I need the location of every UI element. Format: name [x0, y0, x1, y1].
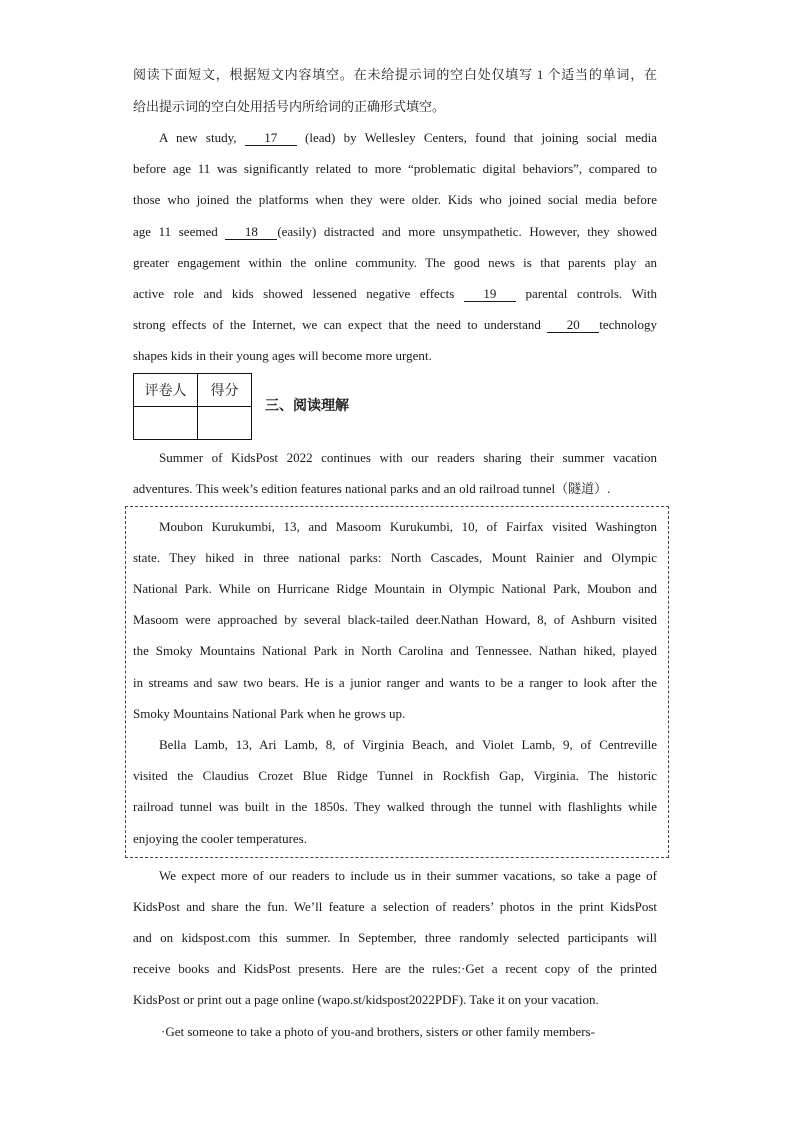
- cloze-text: age 11 seemed: [133, 224, 226, 239]
- cloze-text: A new study,: [159, 130, 245, 145]
- score-table: [133, 373, 252, 440]
- passage-line: Summer of KidsPost 2022 continues with our readers sharing their summer vacation: [159, 450, 657, 465]
- box-line: the Smoky Mountains National Park in North Carolina and Tennessee. Nathan hiked, played: [133, 643, 657, 658]
- passage-line: We expect more of our readers to include us in their summer vacations, so take a page of: [159, 868, 657, 883]
- box-line: visited the Claudius Crozet Blue Ridge Tunnel in Rockfish Gap, Virginia. The historic: [133, 768, 657, 783]
- cloze-line: [159, 129, 657, 147]
- cloze-line: [133, 285, 657, 303]
- section-title: 三、阅读理解: [265, 399, 349, 414]
- score-header: 得分: [198, 374, 252, 407]
- instruction-line: 给出提示词的空白处用括号内所给词的正确形式填空。: [133, 99, 446, 114]
- cloze-text: parental controls. With: [515, 286, 657, 301]
- blank-19: 19: [464, 287, 516, 302]
- cloze-line: [133, 316, 657, 334]
- box-line: Bella Lamb, 13, Ari Lamb, 8, of Virginia Beach, and Violet Lamb, 9, of Centreville: [159, 737, 657, 752]
- cloze-text: technology: [599, 317, 657, 332]
- box-line: in streams and saw two bears. He is a junior ranger and wants to be a ranger to look after the: [133, 675, 657, 690]
- passage-line: and on kidspost.com this summer. In September, three randomly selected participants will: [133, 930, 657, 945]
- grader-header: 评卷人: [134, 374, 198, 407]
- cloze-line: greater engagement within the online community. The good news is that parents play an: [133, 255, 657, 270]
- box-line: Moubon Kurukumbi, 13, and Masoom Kurukumbi, 10, of Fairfax visited Washington: [159, 519, 657, 534]
- grader-cell: [134, 407, 198, 440]
- passage-line: KidsPost or print out a page online (wapo.st/kidspost2022PDF). Take it on your vacation.: [133, 992, 599, 1007]
- blank-20: 20: [547, 318, 599, 333]
- box-line: National Park. While on Hurricane Ridge Mountain in Olympic National Park, Moubon and: [133, 581, 657, 596]
- passage-line: adventures. This week’s edition features national parks and an old railroad tunnel（隧道）.: [133, 481, 611, 496]
- passage-line: receive books and KidsPost presents. Here are the rules:·Get a recent copy of the printed: [133, 961, 657, 976]
- passage-line: KidsPost and share the fun. We’ll feature a selection of readers’ photos in the print KidsPost: [133, 899, 657, 914]
- cloze-text: (lead) by Wellesley Centers, found that joining social media: [296, 130, 657, 145]
- cloze-text: active role and kids showed lessened negative effects: [133, 286, 464, 301]
- box-line: Masoom were approached by several black-tailed deer.Nathan Howard, 8, of Ashburn visited: [133, 612, 657, 627]
- cloze-text: strong effects of the Internet, we can expect that the need to understand: [133, 317, 548, 332]
- cloze-line: those who joined the platforms when they were older. Kids who joined social media before: [133, 192, 657, 207]
- instruction-line: 阅读下面短文，根据短文内容填空。在未给提示词的空白处仅填写 1 个适当的单词，在: [133, 67, 657, 82]
- box-line: railroad tunnel was built in the 1850s. They walked through the tunnel with flashlights while: [133, 799, 657, 814]
- passage-line: ·Get someone to take a photo of you-and brothers, sisters or other family members-: [161, 1024, 595, 1039]
- cloze-line: [133, 223, 657, 241]
- box-line: enjoying the cooler temperatures.: [133, 831, 307, 846]
- blank-18: 18: [225, 225, 277, 240]
- blank-17: 17: [245, 131, 297, 146]
- cloze-line: shapes kids in their young ages will become more urgent.: [133, 348, 432, 363]
- box-line: Smoky Mountains National Park when he grows up.: [133, 706, 406, 721]
- score-cell: [198, 407, 252, 440]
- cloze-line: before age 11 was significantly related to more “problematic digital behaviors”, compared to: [133, 161, 657, 176]
- cloze-text: (easily) distracted and more unsympathetic. However, they showed: [277, 224, 657, 239]
- box-line: state. They hiked in three national parks: North Cascades, Mount Rainier and Olympic: [133, 550, 657, 565]
